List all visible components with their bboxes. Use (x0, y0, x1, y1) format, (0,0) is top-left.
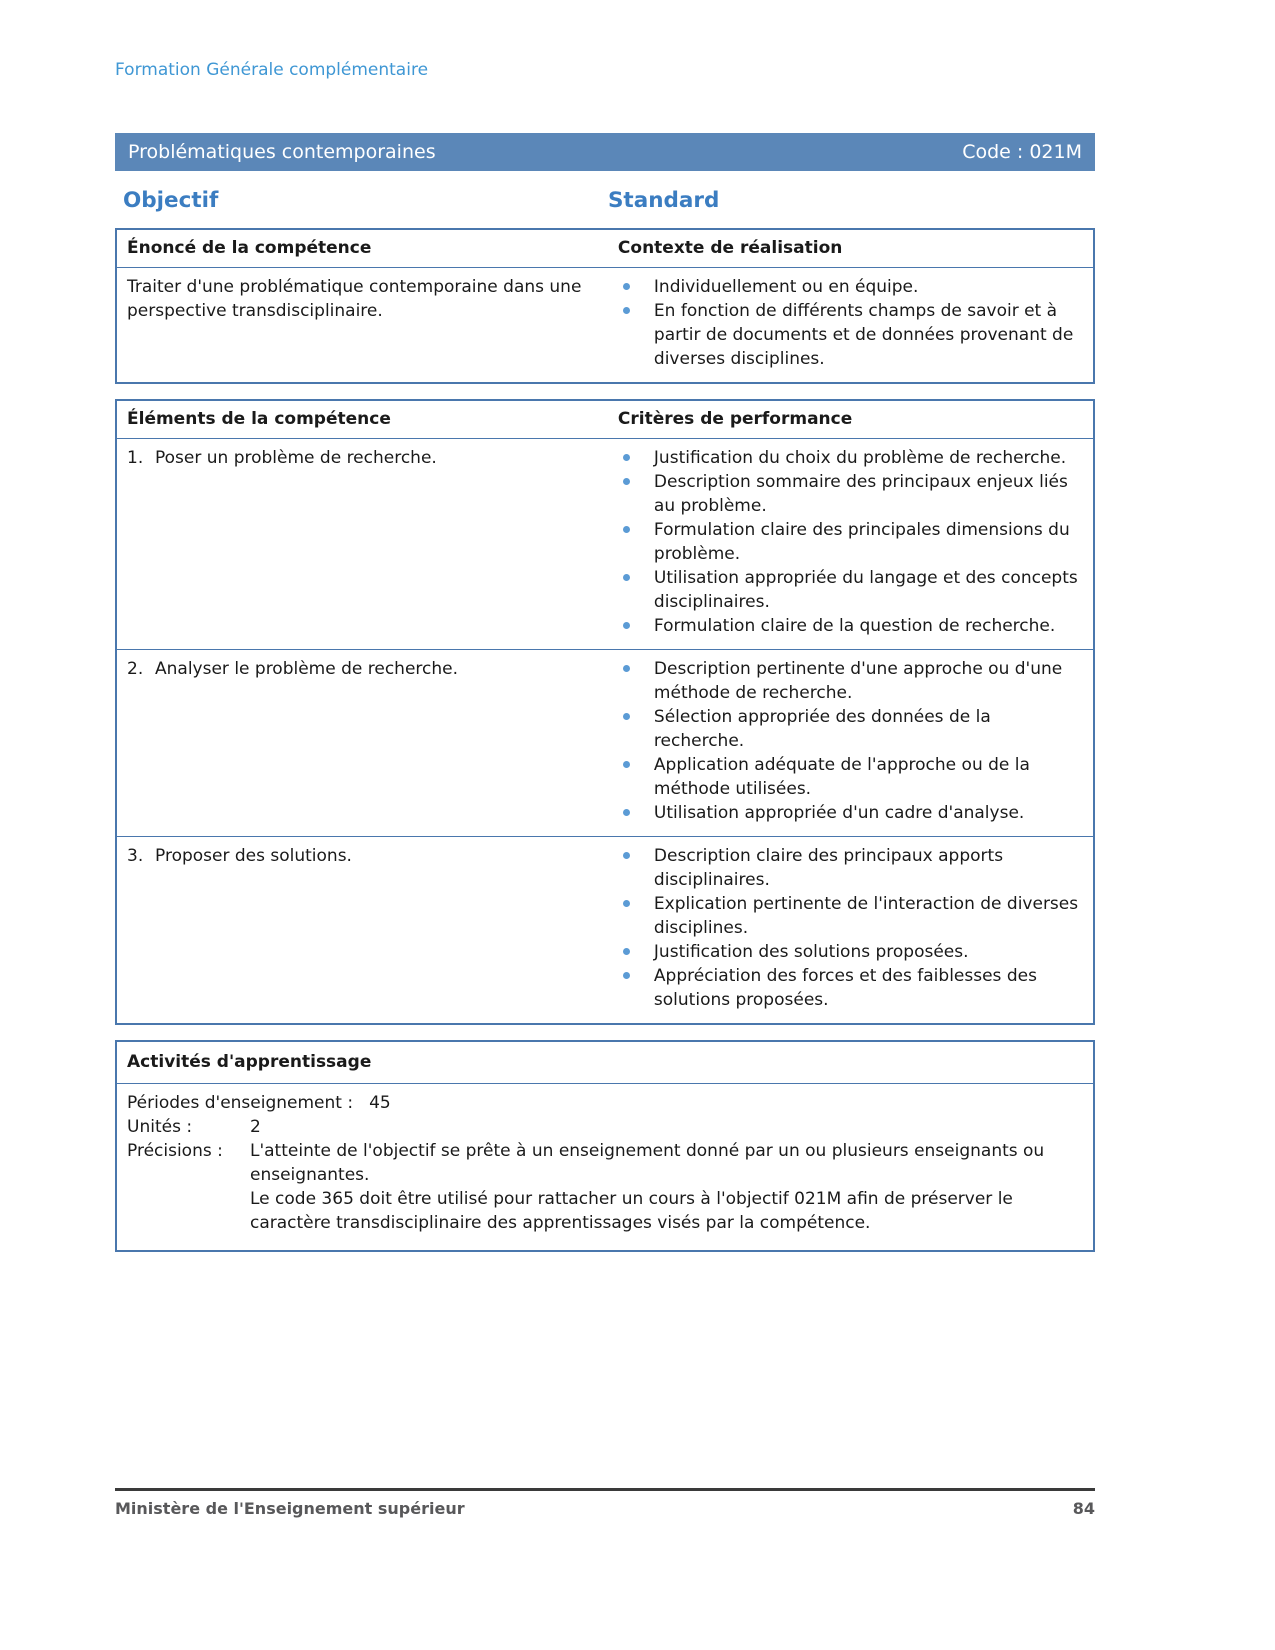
elements-header: Éléments de la compétence (127, 409, 391, 429)
context-cell (608, 268, 1093, 382)
list-item-text: Appréciation des forces et des faiblesses des solutions proposées. (653, 966, 1037, 1010)
bullet-icon (623, 454, 630, 461)
table-row (117, 439, 1093, 649)
bullet-icon (623, 574, 630, 581)
element-text: Poser un problème de recherche. (155, 448, 437, 468)
criteria-cell (608, 650, 1093, 836)
table-row (117, 836, 1093, 1023)
objectif-heading: Objectif (123, 188, 219, 213)
bullet-icon (623, 972, 630, 979)
elements-table-header (117, 401, 1093, 439)
criteria-cell (608, 439, 1093, 649)
list-item (608, 470, 1085, 518)
element-number: 3. (127, 846, 144, 866)
breadcrumb: Formation Générale complémentaire (115, 60, 429, 80)
list-item (608, 275, 1085, 299)
list-item-text: Sélection appropriée des données de la recherche. (653, 707, 991, 751)
criteria-bullet-list (608, 439, 1093, 649)
list-item-text: Justification des solutions proposées. (653, 942, 969, 962)
list-item-text: Utilisation appropriée d'un cadre d'analyse. (653, 803, 1025, 823)
periods-value: 45 (369, 1093, 391, 1113)
criteria-bullet-list (608, 650, 1093, 836)
ministry-name: Ministère de l'Enseignement supérieur (115, 1499, 465, 1518)
activities-box (115, 1040, 1095, 1252)
units-label: Unités : (127, 1117, 193, 1137)
competence-table-header (117, 230, 1093, 268)
page-content (115, 0, 1095, 1252)
bullet-icon (623, 809, 630, 816)
competence-table (115, 228, 1095, 384)
bullet-icon (623, 713, 630, 720)
list-item (608, 614, 1085, 638)
bullet-icon (623, 761, 630, 768)
section-headings (115, 188, 1095, 213)
list-item (608, 518, 1085, 566)
contexte-header: Contexte de réalisation (617, 238, 843, 258)
units-value: 2 (250, 1117, 261, 1137)
criteria-bullet-list (608, 837, 1093, 1023)
list-item (608, 940, 1085, 964)
precisions-label: Précisions : (127, 1141, 223, 1161)
bullet-icon (623, 948, 630, 955)
list-item-text: Explication pertinente de l'interaction de diverses disciplines. (653, 894, 1079, 938)
list-item (608, 892, 1085, 940)
table-row (117, 268, 1093, 382)
list-item-text: Individuellement ou en équipe. (653, 277, 919, 297)
bullet-icon (623, 900, 630, 907)
bullet-icon (623, 852, 630, 859)
element-cell (117, 650, 608, 836)
bullet-icon (623, 526, 630, 533)
precisions-line: L'atteinte de l'objectif se prête à un enseignement donné par un ou plusieurs enseignants ou enseignantes. (250, 1141, 1045, 1185)
bullet-icon (623, 478, 630, 485)
page-footer (115, 1488, 1095, 1518)
criteres-header: Critères de performance (617, 409, 853, 429)
list-item (608, 566, 1085, 614)
list-item (608, 801, 1085, 825)
list-item-text: Application adéquate de l'approche ou de la méthode utilisées. (653, 755, 1030, 799)
list-item-text: Justification du choix du problème de recherche. (653, 448, 1067, 468)
activities-body (117, 1084, 1093, 1250)
bullet-icon (623, 622, 630, 629)
competence-statement: Traiter d'une problématique contemporaine dans une perspective transdisciplinaire. (127, 277, 582, 321)
activities-title: Activités d'apprentissage (117, 1042, 1093, 1084)
title-bar (115, 133, 1095, 171)
bullet-icon (623, 307, 630, 314)
criteria-cell (608, 837, 1093, 1023)
bullet-icon (623, 283, 630, 290)
list-item (608, 446, 1085, 470)
elements-table (115, 399, 1095, 1025)
course-title: Problématiques contemporaines (128, 141, 436, 163)
table-row (117, 649, 1093, 836)
precisions-line: Le code 365 doit être utilisé pour rattacher un cours à l'objectif 021M afin de préserver le caractère transdisciplinaire des apprentissages visés par la compétence. (250, 1189, 1013, 1233)
list-item-text: Formulation claire de la question de recherche. (653, 616, 1056, 636)
list-item (608, 657, 1085, 705)
list-item (608, 299, 1085, 371)
element-cell (117, 439, 608, 649)
units-row (127, 1115, 1083, 1139)
periods-row (127, 1091, 1083, 1115)
list-item-text: Formulation claire des principales dimensions du problème. (653, 520, 1070, 564)
course-code: Code : 021M (962, 141, 1082, 163)
list-item-text: Description pertinente d'une approche ou d'une méthode de recherche. (653, 659, 1063, 703)
list-item (608, 964, 1085, 1012)
list-item-text: Description claire des principaux apports disciplinaires. (653, 846, 1004, 890)
list-item-text: En fonction de différents champs de savoir et à partir de documents et de données provenant de diverses disciplines. (653, 301, 1074, 369)
element-number: 2. (127, 659, 144, 679)
precisions-row (127, 1139, 1083, 1235)
list-item-text: Description sommaire des principaux enjeux liés au problème. (653, 472, 1068, 516)
list-item-text: Utilisation appropriée du langage et des concepts disciplinaires. (653, 568, 1078, 612)
page-number: 84 (1072, 1499, 1095, 1518)
element-text: Analyser le problème de recherche. (155, 659, 459, 679)
list-item (608, 753, 1085, 801)
enonce-header: Énoncé de la compétence (127, 238, 372, 258)
list-item (608, 705, 1085, 753)
context-bullet-list (608, 268, 1093, 382)
element-number: 1. (127, 448, 144, 468)
precisions-text (250, 1139, 1083, 1235)
standard-heading: Standard (607, 188, 720, 213)
periods-label: Périodes d'enseignement : (127, 1093, 354, 1113)
bullet-icon (623, 665, 630, 672)
element-text: Proposer des solutions. (155, 846, 352, 866)
element-cell (117, 837, 608, 1023)
list-item (608, 844, 1085, 892)
